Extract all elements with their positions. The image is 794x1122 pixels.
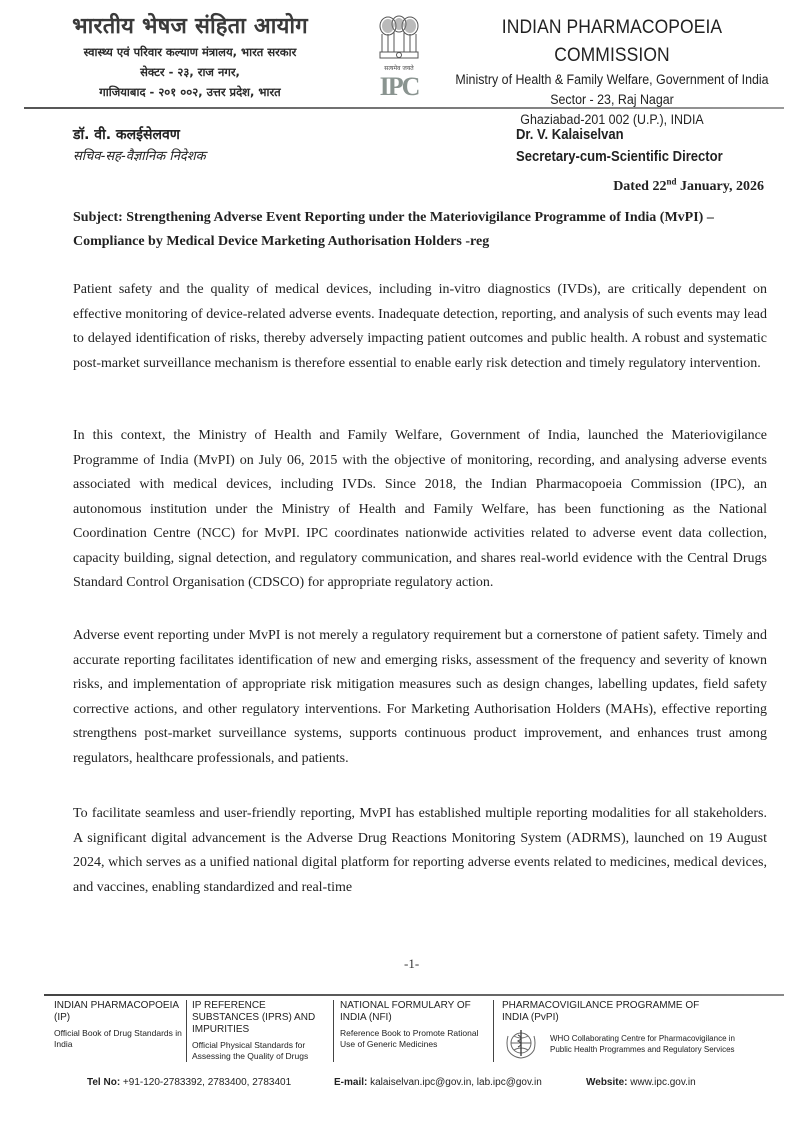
letterhead-hindi: [40, 12, 340, 102]
emblem-logo: [362, 14, 436, 104]
footer-columns: [50, 1000, 790, 1062]
address-english-line1: Sector - 23, Raj Nagar: [550, 92, 674, 107]
emblem-motto: सत्यमेव जयते: [384, 65, 414, 72]
contact-email: [334, 1077, 542, 1088]
footer-separator: [186, 1000, 187, 1062]
body-paragraph: Adverse event reporting under MvPI is not merely a regulatory requirement but a cornerstone of patient safety. Timely and accurate reporting facilitates identification of new and emerging risks, assessment of the frequency and severity of known risks, and implementation of appropriate risk mitigation measures such as design changes, labelling updates, field safety corrective actions, and other regulatory interventions. For Marketing Authorisation Holders (MAHs), effective reporting strengthens post-market surveillance systems, supports continuous product improvement, and enhances trust among regulators, healthcare professionals, and patients.: [73, 628, 767, 766]
address-hindi-line2: गाजियाबाद - २०१ ००२, उत्तर प्रदेश, भारत: [99, 85, 281, 99]
footer-divider: [44, 994, 784, 996]
ipc-logo-text: IPC: [379, 72, 419, 101]
date-ordinal: nd: [666, 176, 677, 187]
signatory-hindi: [73, 124, 206, 168]
signatory-designation-hindi: सचिव-सह-वैज्ञानिक निदेशक: [73, 149, 206, 164]
email-label: E-mail:: [334, 1077, 368, 1088]
header-divider: [24, 107, 784, 109]
letter-date: [613, 176, 764, 195]
address-english-line2: Ghaziabad-201 002 (U.P.), INDIA: [520, 112, 704, 127]
national-emblem-icon: [376, 14, 422, 64]
org-title-hindi: भारतीय भेषज संहिता आयोग: [72, 14, 308, 39]
footer-col-heading: NATIONAL FORMULARY OF INDIA (NFI): [340, 1000, 471, 1023]
footer-col-subtext: WHO Collaborating Centre for Pharmacovigilance in Public Health Programmes and Regulatory Services: [550, 1034, 735, 1054]
email-value[interactable]: kalaiselvan.ipc@gov.in, lab.ipc@gov.in: [367, 1077, 542, 1088]
tel-value: +91-120-2783392, 2783400, 2783401: [120, 1077, 292, 1088]
footer-col-nfi: [340, 1000, 490, 1062]
footer-separator: [493, 1000, 494, 1062]
org-title-english: INDIAN PHARMACOPOEIA COMMISSION: [501, 17, 723, 66]
page-number: -1-: [404, 956, 420, 971]
footer-col-pvpi: [502, 1000, 792, 1062]
contact-website: [586, 1077, 696, 1088]
letterhead-english: [440, 14, 784, 130]
signatory-name-english: Dr. V. Kalaiselvan: [516, 127, 624, 143]
ministry-english: Ministry of Health & Family Welfare, Government of India: [455, 72, 769, 87]
website-link[interactable]: www.ipc.gov.in: [627, 1077, 696, 1088]
signatory-name-hindi: डॉ. वी. कलईसेलवण: [73, 127, 180, 143]
footer-col-heading: IP REFERENCE SUBSTANCES (IPRS) AND IMPURITIES: [192, 1000, 316, 1035]
who-logo-icon: [504, 1026, 538, 1060]
ministry-hindi: स्वास्थ्य एवं परिवार कल्याण मंत्रालय, भारत सरकार: [83, 45, 297, 59]
footer-col-ip: [54, 1000, 184, 1062]
footer-col-iprs: [192, 1000, 332, 1062]
address-hindi-line1: सेक्टर - २३, राज नगर,: [140, 65, 240, 79]
signatory-designation-english: Secretary-cum-Scientific Director: [516, 149, 723, 165]
contact-telephone: [87, 1077, 291, 1088]
body-paragraph: Patient safety and the quality of medical devices, including in-vitro diagnostics (IVDs), are critically dependent on effective monitoring of device-related adverse events. Inadequate detection, reporting, and analysis of such events may lead to delayed identification of risks, thereby adversely impacting patient outcomes and public health. A robust and systematic post-market surveillance mechanism is therefore essential to enable early risk detection and timely regulatory intervention.: [73, 282, 767, 371]
body-paragraph: To facilitate seamless and user-friendly reporting, MvPI has established multiple reporting modalities for all stakeholders. A significant digital advancement is the Adverse Drug Reactions Monitoring System (ADRMS), launched on 19 August 2024, which serves as a unified national digital platform for reporting adverse events related to medicines, medical devices, and vaccines, enabling standardized and real-time: [73, 806, 767, 895]
signatory-english: [516, 124, 746, 168]
date-prefix: Dated 22: [613, 179, 667, 194]
date-rest: January, 2026: [676, 179, 764, 194]
footer-col-subtext: Official Book of Drug Standards in India: [54, 1028, 182, 1049]
tel-label: Tel No:: [87, 1077, 121, 1088]
body-paragraph: In this context, the Ministry of Health and Family Welfare, Government of India, launched the Materiovigilance Programme of India (MvPI) on July 06, 2015 with the objective of monitoring, recording, and analysing adverse events associated with medical devices, including IVDs. Since 2018, the Indian Pharmacopoeia Commission (IPC), an autonomous institution under the Ministry of Health and Family Welfare, has been functioning as the National Coordination Centre (NCC) for MvPI. IPC coordinates nationwide activities related to adverse event data collection, capacity building, signal detection, and regulatory communication, and shares real-world evidence with the Central Drugs Standard Control Organisation (CDSCO) for appropriate regulatory action.: [73, 428, 767, 590]
footer-col-heading: INDIAN PHARMACOPOEIA (IP): [54, 1000, 179, 1023]
footer-col-subtext: Reference Book to Promote Rational Use of Generic Medicines: [340, 1028, 479, 1049]
footer-col-heading: PHARMACOVIGILANCE PROGRAMME OF INDIA (PvPI): [502, 1000, 700, 1023]
website-label: Website:: [586, 1077, 628, 1088]
footer-col-subtext: Official Physical Standards for Assessing the Quality of Drugs: [192, 1040, 309, 1061]
subject-line: Subject: Strengthening Adverse Event Reporting under the Materiovigilance Programme of India (MvPI) – Compliance by Medical Device Marketing Authorisation Holders -reg: [73, 210, 714, 249]
footer-separator: [333, 1000, 334, 1062]
